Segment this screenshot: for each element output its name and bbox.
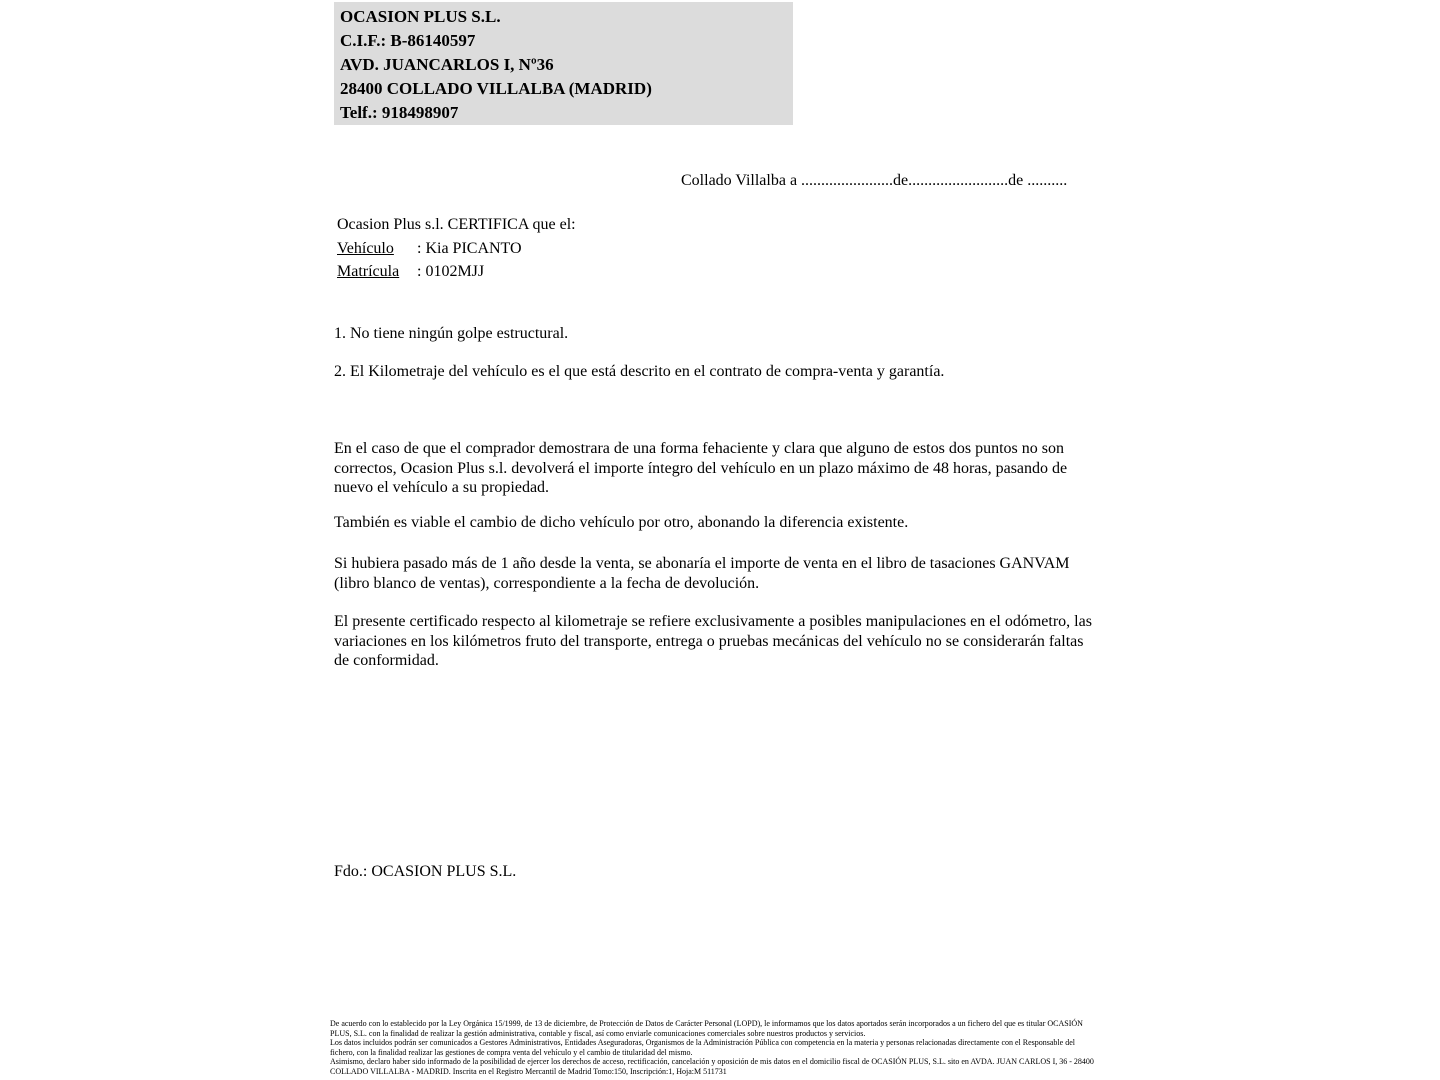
company-cif: C.I.F.: B-86140597: [340, 31, 476, 50]
company-phone: Telf.: 918498907: [340, 103, 459, 122]
legal-lopd-paragraph: De acuerdo con lo establecido por la Ley Orgánica 15/1999, de 13 de diciembre, de Protección de Datos de Carácter Personal (LOPD), le informamos que los datos aportados serán incorporados a un fichero del que es titular OCASIÓN PLUS, S.L. con la finalidad de realizar la gestión administrativa, contable y fiscal, así como enviarle comunicaciones comerciales sobre nuestros productos y servicios.: [330, 1019, 1083, 1038]
company-name: OCASION PLUS S.L.: [340, 7, 501, 26]
date-line: Collado Villalba a .......................de.........................de ..........: [681, 172, 1068, 189]
odometer-paragraph: El presente certificado respecto al kilometraje se refiere exclusivamente a posibles manipulaciones en el odómetro, las variaciones en los kilómetros fruto del transporte, entrega o pruebas mecánicas del vehículo no se considerarán faltas de conformidad.: [334, 613, 1092, 669]
certification-intro: Ocasion Plus s.l. CERTIFICA que el:: [337, 216, 576, 233]
ganvam-paragraph: Si hubiera pasado más de 1 año desde la venta, se abonaría el importe de venta en el libro de tasaciones GANVAM (libro blanco de ventas), correspondiente a la fecha de devolución.: [334, 555, 1070, 592]
refund-paragraph: En el caso de que el comprador demostrara de una forma fehaciente y clara que alguno de estos dos puntos no son correctos, Ocasion Plus s.l. devolverá el importe íntegro del vehículo en un plazo máximo de 48 horas, pasando de nuevo el vehículo a su propiedad.: [334, 440, 1068, 496]
vehicle-label: Vehículo: [337, 239, 394, 257]
signature-line: Fdo.: OCASION PLUS S.L.: [334, 863, 517, 880]
plate-label: Matrícula: [337, 263, 400, 280]
plate-label-wrap: [337, 260, 417, 284]
company-letterhead: [334, 2, 793, 125]
vehicle-label-wrap: [337, 237, 417, 261]
company-address: AVD. JUANCARLOS I, Nº36: [340, 55, 554, 74]
plate-field: [337, 260, 576, 284]
certified-point-2: 2. El Kilometraje del vehículo es el que está descrito en el contrato de compra-venta y garantía.: [334, 363, 945, 380]
certification-block: [337, 213, 576, 284]
legal-footer: [330, 1019, 1100, 1077]
plate-value: : 0102MJJ: [417, 263, 485, 280]
company-city: 28400 COLLADO VILLALBA (MADRID): [340, 79, 652, 98]
legal-rights-paragraph: Asimismo, declaro haber sido informado de la posibilidad de ejercer los derechos de acceso, rectificación, cancelación y oposición de mis datos en el domicilio fiscal de OCASIÓN PLUS, S.L. sito en AVDA. JUAN CARLOS I, 36 - 28400 COLLADO VILLALBA - MADRID. Inscrita en el Registro Mercantil de Madrid Tomo:150, Inscripción:1, Hoja:M 511731: [330, 1057, 1094, 1076]
certified-point-1: 1. No tiene ningún golpe estructural.: [334, 325, 569, 342]
vehicle-field: [337, 237, 576, 261]
exchange-paragraph: También es viable el cambio de dicho vehículo por otro, abonando la diferencia existente.: [334, 514, 909, 531]
legal-data-sharing-paragraph: Los datos incluidos podrán ser comunicados a Gestores Administrativos, Entidades Aseguradoras, Organismos de la Administración Pública con competencia en la materia y personas relacionadas directamente con el Responsable del fichero, con la finalidad realizar las gestiones de compra venta del vehículo y el cambio de titularidad del mismo.: [330, 1038, 1075, 1057]
vehicle-value: : Kia PICANTO: [417, 239, 522, 257]
